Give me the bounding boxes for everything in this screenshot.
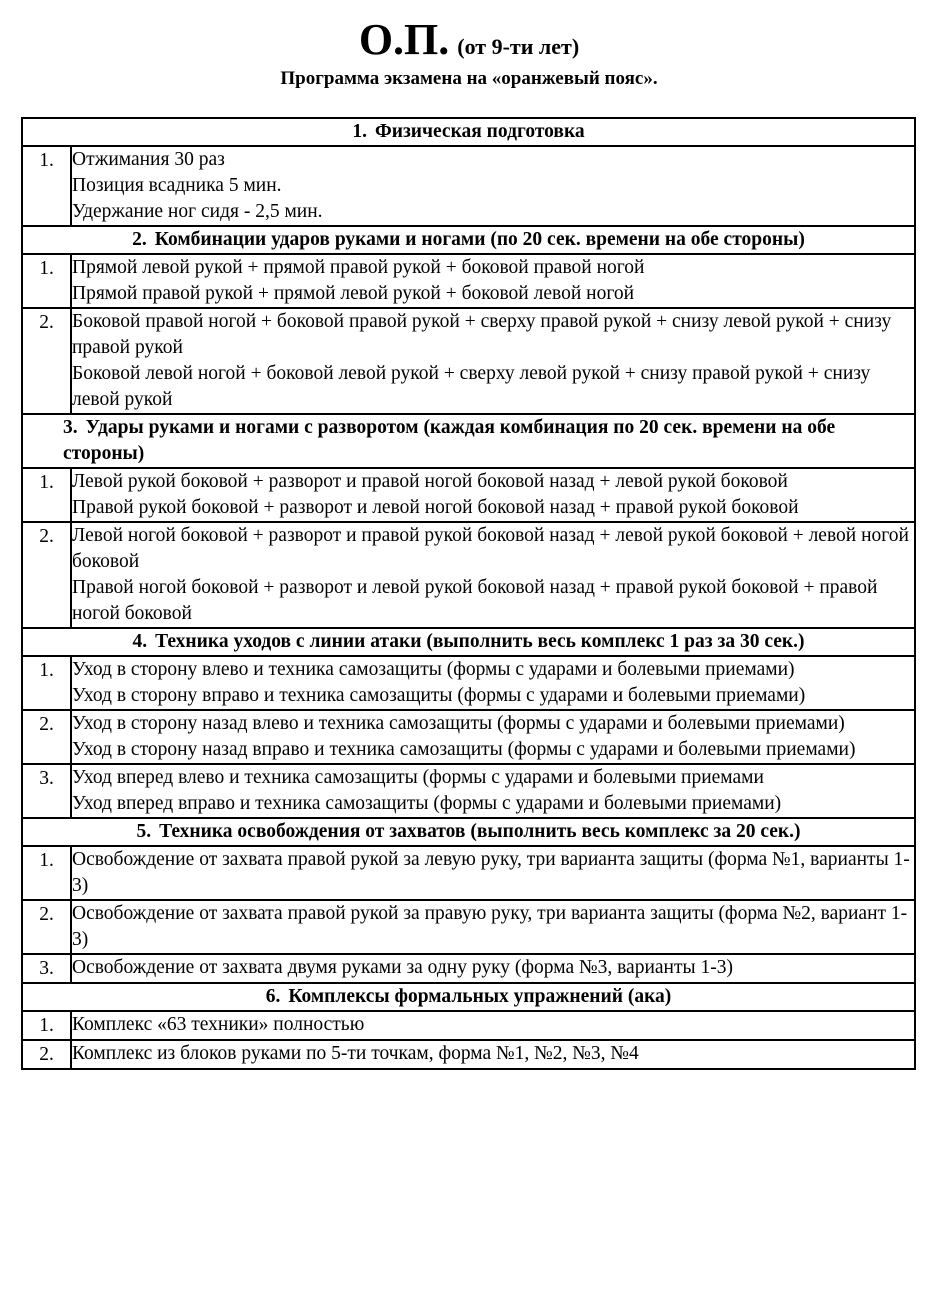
item-line: Позиция всадника 5 мин.	[72, 175, 282, 196]
item-line: Уход в сторону влево и техника самозащиты (формы с ударами и болевыми приемами)	[72, 659, 795, 680]
item-content	[71, 846, 915, 900]
title-line	[0, 14, 938, 66]
table-row	[22, 656, 915, 710]
item-line: Боковой правой ногой + боковой правой рукой + сверху правой рукой + снизу левой рукой + снизу правой рукой	[72, 311, 892, 358]
item-line: Комплекс из блоков руками по 5-ти точкам, форма №1, №2, №3, №4	[72, 1043, 639, 1064]
item-content	[71, 954, 915, 983]
item-number: 3.	[22, 954, 71, 983]
item-line: Правой рукой боковой + разворот и левой ногой боковой назад + правой рукой боковой	[72, 497, 799, 518]
item-line: Уход в сторону назад влево и техника самозащиты (формы с ударами и болевыми приемами)	[72, 713, 845, 734]
table-row	[22, 146, 915, 226]
section-title: 5. Техника освобождения от захватов (выполнить весь комплекс за 20 сек.)	[22, 818, 915, 846]
section-header-row	[22, 983, 915, 1011]
item-line: Освобождение от захвата правой рукой за левую руку, три варианта защиты (форма №1, варианты 1-3)	[72, 849, 910, 896]
age-note: (от 9-ти лет)	[457, 34, 580, 59]
item-content	[71, 656, 915, 710]
section-header-row	[22, 414, 915, 468]
item-content	[71, 146, 915, 226]
item-line: Левой ногой боковой + разворот и правой рукой боковой назад + левой рукой боковой + левой ногой боковой	[72, 525, 909, 572]
item-number: 1.	[22, 1011, 71, 1040]
item-content	[71, 1011, 915, 1040]
section-title: 3. Удары руками и ногами с разворотом (каждая комбинация по 20 сек. времени на обе стороны)	[22, 414, 915, 468]
item-content	[71, 522, 915, 628]
item-number: 1.	[22, 146, 71, 226]
item-line: Уход в сторону назад вправо и техника самозащиты (формы с ударами и болевыми приемами)	[72, 739, 856, 760]
section-title: 2. Комбинации ударов руками и ногами (по 20 сек. времени на обе стороны)	[22, 226, 915, 254]
exam-program-table	[21, 117, 916, 1070]
item-line: Комплекс «63 техники» полностью	[72, 1014, 365, 1035]
item-line: Освобождение от захвата правой рукой за правую руку, три варианта защиты (форма №2, вариант 1-3)	[72, 903, 908, 950]
item-number: 1.	[22, 468, 71, 522]
section-title: 6. Комплексы формальных упражнений (ака)	[22, 983, 915, 1011]
item-line: Уход вперед влево и техника самозащиты (формы с ударами и болевыми приемами	[72, 767, 764, 788]
item-number: 2.	[22, 522, 71, 628]
section-header-row	[22, 628, 915, 656]
table-row	[22, 1011, 915, 1040]
table-row	[22, 468, 915, 522]
item-content	[71, 764, 915, 818]
item-number: 1.	[22, 254, 71, 308]
item-number: 3.	[22, 764, 71, 818]
item-line: Прямой левой рукой + прямой правой рукой + боковой правой ногой	[72, 257, 645, 278]
section-title: 4. Техника уходов с линии атаки (выполнить весь комплекс 1 раз за 30 сек.)	[22, 628, 915, 656]
item-content	[71, 468, 915, 522]
table-row	[22, 764, 915, 818]
item-content	[71, 254, 915, 308]
table-row	[22, 710, 915, 764]
table-row	[22, 522, 915, 628]
table-row	[22, 1040, 915, 1069]
document-subtitle: Программа экзамена на «оранжевый пояс».	[280, 68, 658, 89]
section-header-row	[22, 226, 915, 254]
item-content	[71, 308, 915, 414]
item-content	[71, 1040, 915, 1069]
item-line: Освобождение от захвата двумя руками за одну руку (форма №3, варианты 1-3)	[72, 957, 733, 978]
table-row	[22, 900, 915, 954]
item-number: 1.	[22, 846, 71, 900]
item-content	[71, 900, 915, 954]
item-content	[71, 710, 915, 764]
item-line: Уход в сторону вправо и техника самозащиты (формы с ударами и болевыми приемами)	[72, 685, 806, 706]
item-line: Уход вперед вправо и техника самозащиты (формы с ударами и болевыми приемами)	[72, 793, 782, 814]
item-number: 2.	[22, 900, 71, 954]
item-number: 2.	[22, 710, 71, 764]
section-header-row	[22, 118, 915, 146]
table-row	[22, 846, 915, 900]
item-line: Прямой правой рукой + прямой левой рукой + боковой левой ногой	[72, 283, 635, 304]
section-header-row	[22, 818, 915, 846]
item-line: Левой рукой боковой + разворот и правой ногой боковой назад + левой рукой боковой	[72, 471, 788, 492]
document-header	[0, 14, 938, 90]
item-number: 2.	[22, 1040, 71, 1069]
item-number: 2.	[22, 308, 71, 414]
item-line: Боковой левой ногой + боковой левой рукой + сверху левой рукой + снизу правой рукой + снизу левой рукой	[72, 363, 871, 410]
item-line: Правой ногой боковой + разворот и левой рукой боковой назад + правой рукой боковой + правой ногой боковой	[72, 577, 878, 624]
table-row	[22, 254, 915, 308]
section-title: 1. Физическая подготовка	[22, 118, 915, 146]
document-title: О.П.	[358, 15, 450, 64]
item-line: Отжимания 30 раз	[72, 149, 225, 170]
item-line: Удержание ног сидя - 2,5 мин.	[72, 201, 323, 222]
item-number: 1.	[22, 656, 71, 710]
table-row	[22, 954, 915, 983]
table-row	[22, 308, 915, 414]
